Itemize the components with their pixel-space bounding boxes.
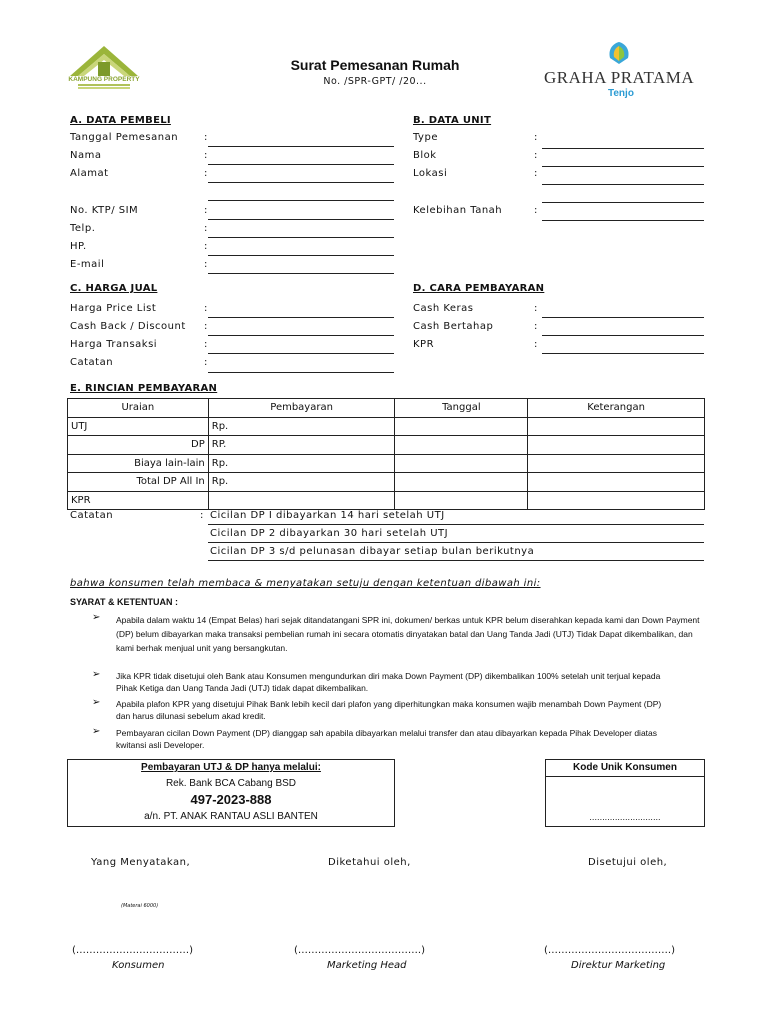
input-line-alamat-1[interactable] [208,182,394,183]
cell-tanggal[interactable] [395,473,528,492]
signature-label-right: Disetujui oleh, [588,857,668,868]
cell-pembayaran[interactable]: RP. [208,436,395,455]
agreement-text: bahwa konsumen telah membaca & menyatakan setuju dengan ketentuan dibawah ini: [70,578,541,589]
cell-tanggal[interactable] [395,436,528,455]
colon: : [534,150,538,161]
term-item-1: Apabila dalam waktu 14 (Empat Belas) hari sejak ditandatangani SPR ini, dokumen/ berkas untuk KPR belum diserahkan kepada kami dan Down Payment (DP) belum dibayarkan maka transaksi pembelian rumah ini secara otomatis dinyatakan batal dan Uang Tanda Jadi (UTJ) Tidak Dapat dikembalikan, dan kami berhak menjual unit yang bersangkutan. [116,615,700,653]
account-number: 497-2023-888 [190,792,272,807]
divider [208,542,704,543]
right-logo-subtitle: Tenjo [608,88,634,99]
leaf-house-icon [604,40,634,66]
bank-name: Rek. Bank BCA Cabang BSD [165,778,297,789]
payment-box-title: Pembayaran UTJ & DP hanya melalui: [141,762,321,773]
customer-code-field[interactable]: ............................ [589,813,661,822]
input-line-harga-price-list[interactable] [208,317,394,318]
input-line-cash-keras[interactable] [542,317,704,318]
document-number: No. /SPR-GPT/ /20... [323,76,427,87]
section-a-title: A. DATA PEMBELI [70,115,171,126]
colon: : [204,205,208,216]
input-line-blok[interactable] [542,166,704,167]
column-header: Uraian [68,399,209,418]
cell-pembayaran[interactable]: Rp. [208,417,395,436]
colon: : [534,205,538,216]
colon: : [534,339,538,350]
input-line-lokasi-1[interactable] [542,184,704,185]
field-label-catatan-c: Catatan [70,357,114,368]
field-label-ktp: No. KTP/ SIM [70,205,139,216]
term-item-4: Pembayaran cicilan Down Payment (DP) dianggap sah apabila dibayarkan melalui transfer dan atau dibayarkan kepada Pihak Developer diatas kwitansi asli Developer. [116,728,658,750]
graha-pratama-logo [540,40,700,102]
colon: : [204,321,208,332]
field-label-blok: Blok [413,150,437,161]
field-label-harga-price-list: Harga Price List [70,303,157,314]
input-line-cash-back[interactable] [208,335,394,336]
input-line-tanggal[interactable] [208,146,394,147]
colon: : [204,303,208,314]
input-line-catatan-c[interactable] [208,372,394,373]
input-line-telp[interactable] [208,237,394,238]
catatan-line-3: Cicilan DP 3 s/d pelunasan dibayar setiap bulan berikutnya [210,546,535,557]
term-item-3: Apabila plafon KPR yang disetujui Pihak Bank lebih kecil dari plafon yang diperhitungkan maka konsumen wajib menambah Down Payment (DP) dan harus dilunasi sebelum akad kredit. [116,699,662,721]
cell-keterangan[interactable] [528,454,705,473]
column-header: Keterangan [528,399,705,418]
input-line-harga-transaksi[interactable] [208,353,394,354]
input-line-nama[interactable] [208,164,394,165]
colon: : [204,168,208,179]
table-row [68,491,705,510]
arrow-icon: ➢ [92,697,101,708]
catatan-line-1: Cicilan DP I dibayarkan 14 hari setelah UTJ [210,510,445,521]
colon: : [204,241,208,252]
field-label-nama: Nama [70,150,102,161]
payment-info-box [67,759,395,827]
field-label-cash-bertahap: Cash Bertahap [413,321,494,332]
field-label-type: Type [413,132,438,143]
input-line-kpr[interactable] [542,353,704,354]
cell-pembayaran[interactable]: Rp. [208,473,395,492]
field-label-alamat: Alamat [70,168,109,179]
arrow-icon: ➢ [92,669,101,680]
input-line-type[interactable] [542,148,704,149]
field-label-cash-back: Cash Back / Discount [70,321,186,332]
signature-blank-center[interactable]: (……………………………….) [294,945,425,956]
cell-tanggal[interactable] [395,417,528,436]
input-line-hp[interactable] [208,255,394,256]
cell-keterangan[interactable] [528,491,705,510]
field-label-email: E-mail [70,259,105,270]
catatan-label: Catatan [70,510,114,521]
payment-table [67,398,705,510]
signature-blank-left[interactable]: (……………….……………) [72,945,193,956]
account-holder: a/n. PT. ANAK RANTAU ASLI BANTEN [144,811,318,822]
signature-role-right: Direktur Marketing [571,960,666,971]
house-roof-icon [64,40,144,110]
cell-pembayaran[interactable]: Rp. [208,454,395,473]
cell-tanggal[interactable] [395,454,528,473]
table-row [68,417,705,436]
field-label-kelebihan-tanah: Kelebihan Tanah [413,205,503,216]
field-label-tanggal: Tanggal Pemesanan [70,132,179,143]
colon: : [200,510,204,521]
colon: : [204,132,208,143]
signature-label-left: Yang Menyatakan, [91,857,191,868]
signature-label-center: Diketahui oleh, [328,857,411,868]
input-line-lokasi-2[interactable] [542,202,704,203]
colon: : [534,303,538,314]
colon: : [204,150,208,161]
section-b-title: B. DATA UNIT [413,115,492,126]
input-line-ktp[interactable] [208,219,394,220]
field-label-hp: HP. [70,241,87,252]
terms-title: SYARAT & KETENTUAN : [70,597,179,607]
colon: : [204,357,208,368]
left-logo-text: KAMPUNG PROPERTY [68,76,140,83]
input-line-kelebihan-tanah[interactable] [542,220,704,221]
colon: : [204,259,208,270]
kampung-property-logo [64,40,144,110]
column-header: Pembayaran [208,399,395,418]
section-d-title: D. CARA PEMBAYARAN [413,283,545,294]
arrow-icon: ➢ [92,612,101,623]
table-row [68,473,705,492]
materai-note: (Materai 6000) [121,903,159,909]
cell-keterangan[interactable] [528,473,705,492]
cell-uraian: KPR [68,491,209,510]
input-line-cash-bertahap[interactable] [542,335,704,336]
customer-code-box [545,759,705,827]
arrow-icon: ➢ [92,726,101,737]
input-line-alamat-2[interactable] [208,200,394,201]
term-item-2: Jika KPR tidak disetujui oleh Bank atau Konsumen mengundurkan diri maka Down Payment (DP) dikembalikan 100% setelah unit terjual kepada Pihak Ketiga dan Uang Tanda Jadi (UTJ) tidak dapat dikembalikan. [116,671,661,693]
catatan-line-2: Cicilan DP 2 dibayarkan 30 hari setelah UTJ [210,528,449,539]
field-label-telp: Telp. [70,223,96,234]
divider [208,524,704,525]
table-header-row [68,399,705,418]
table-row [68,436,705,455]
cell-uraian: UTJ [68,417,209,436]
section-e-title: E. RINCIAN PEMBAYARAN [70,383,218,394]
page-title: Surat Pemesanan Rumah [290,57,460,73]
right-logo-title: GRAHA PRATAMA [544,68,695,87]
colon: : [534,168,538,179]
cell-uraian: Total DP All In [68,473,209,492]
column-header: Tanggal [395,399,528,418]
cell-uraian: Biaya lain-lain [68,454,209,473]
cell-pembayaran[interactable] [208,491,395,510]
signature-role-left: Konsumen [112,960,165,971]
colon: : [204,223,208,234]
cell-keterangan[interactable] [528,436,705,455]
field-label-cash-keras: Cash Keras [413,303,474,314]
signature-role-center: Marketing Head [327,960,407,971]
divider [208,560,704,561]
colon: : [534,321,538,332]
customer-code-title: Kode Unik Konsumen [546,760,704,777]
field-label-lokasi: Lokasi [413,168,448,179]
input-line-email[interactable] [208,273,394,274]
signature-blank-right[interactable]: (……………………………….) [544,945,675,956]
cell-tanggal[interactable] [395,491,528,510]
field-label-kpr: KPR [413,339,435,350]
cell-uraian: DP [68,436,209,455]
field-label-harga-transaksi: Harga Transaksi [70,339,158,350]
table-row [68,454,705,473]
colon: : [534,132,538,143]
cell-keterangan[interactable] [528,417,705,436]
colon: : [204,339,208,350]
section-c-title: C. HARGA JUAL [70,283,158,294]
